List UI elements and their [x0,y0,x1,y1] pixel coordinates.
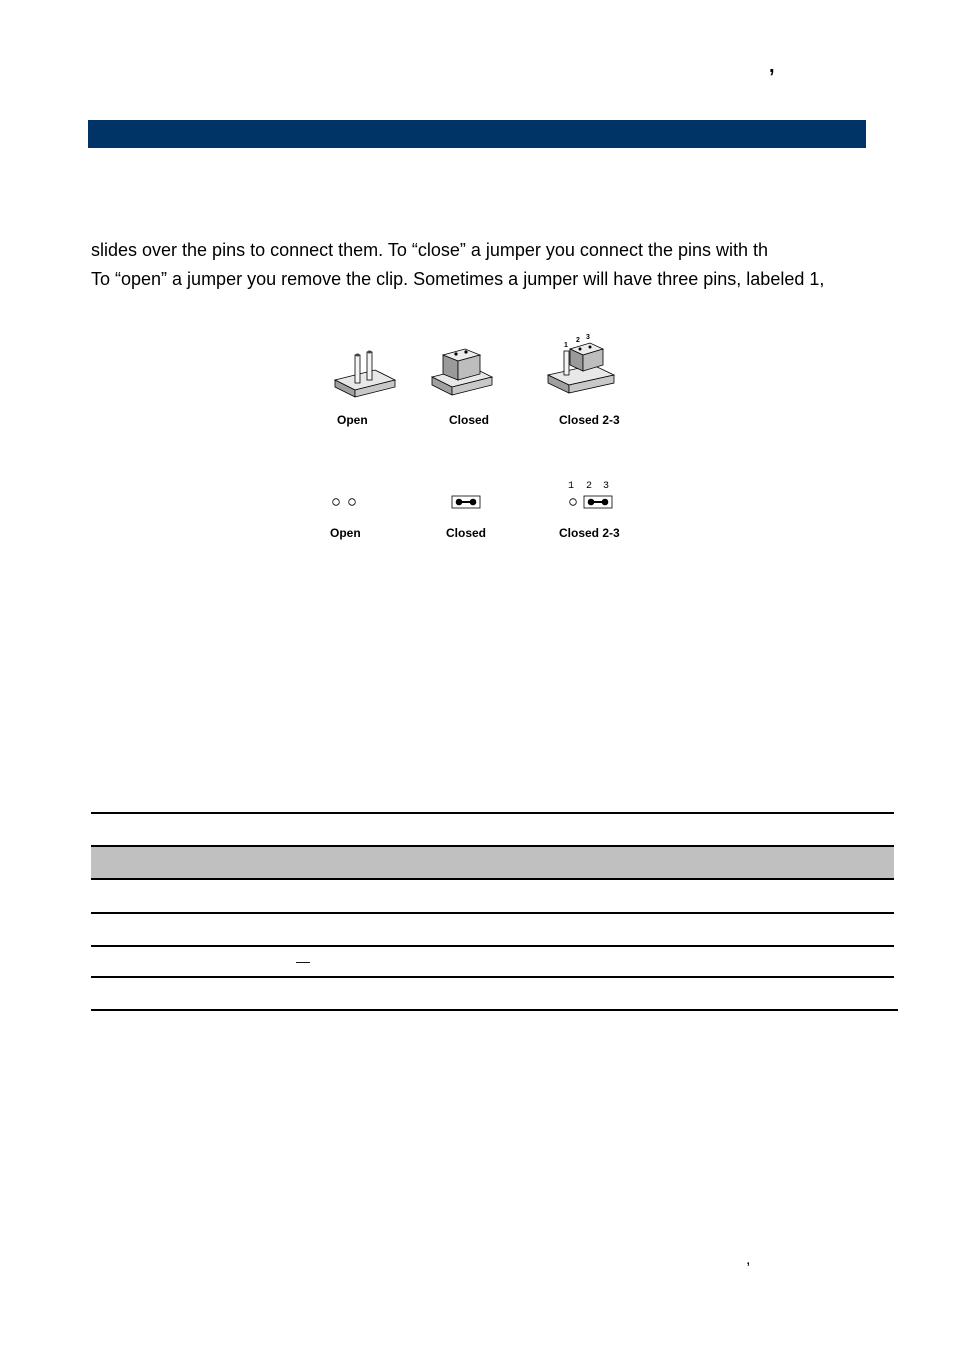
table-row-rule [91,976,894,978]
body-text-line-2: To “open” a jumper you remove the clip. Sometimes a jumper will have three pins, labeled 1, [91,269,825,289]
section-title-bar [88,120,866,148]
jumper-figure [300,325,660,560]
open-label-3d: Open [337,413,368,427]
table-bottom-rule [91,1009,898,1011]
closed-jumper-3d-icon [432,349,492,395]
table-header-top-rule [91,845,894,847]
closed-2-3-jumper-3d-icon [548,334,614,393]
jumper-illustrations [300,325,660,555]
pin-3-label: 3 [586,334,590,341]
table-cell-dash: — [296,953,310,969]
table-header-bottom-rule [91,878,894,880]
closed-2-3-jumper-schematic-icon [570,496,612,508]
page-mark-top: , [769,55,775,77]
table-top-rule [91,812,894,814]
pin-2-label: 2 [576,337,580,344]
pin-number-2: 2 [586,481,593,492]
closed-jumper-schematic-icon [452,496,480,508]
closed-2-3-label-schematic: Closed 2-3 [559,526,620,540]
open-jumper-3d-icon [335,351,395,398]
pin-number-1: 1 [568,481,575,492]
page-mark-bottom: , [746,1251,751,1268]
closed-label-schematic: Closed [446,526,487,540]
table-header-row [91,846,894,879]
pin-number-3: 3 [603,481,610,492]
open-jumper-schematic-icon [333,499,356,506]
closed-2-3-label-3d: Closed 2-3 [559,413,620,427]
pin-1-label: 1 [564,342,568,349]
closed-label-3d: Closed [449,413,490,427]
open-label-schematic: Open [330,526,361,540]
table-row-rule [91,912,894,914]
body-text-line-1: slides over the pins to connect them. To “close” a jumper you connect the pins with th [91,240,769,260]
table-row-rule [91,945,894,947]
